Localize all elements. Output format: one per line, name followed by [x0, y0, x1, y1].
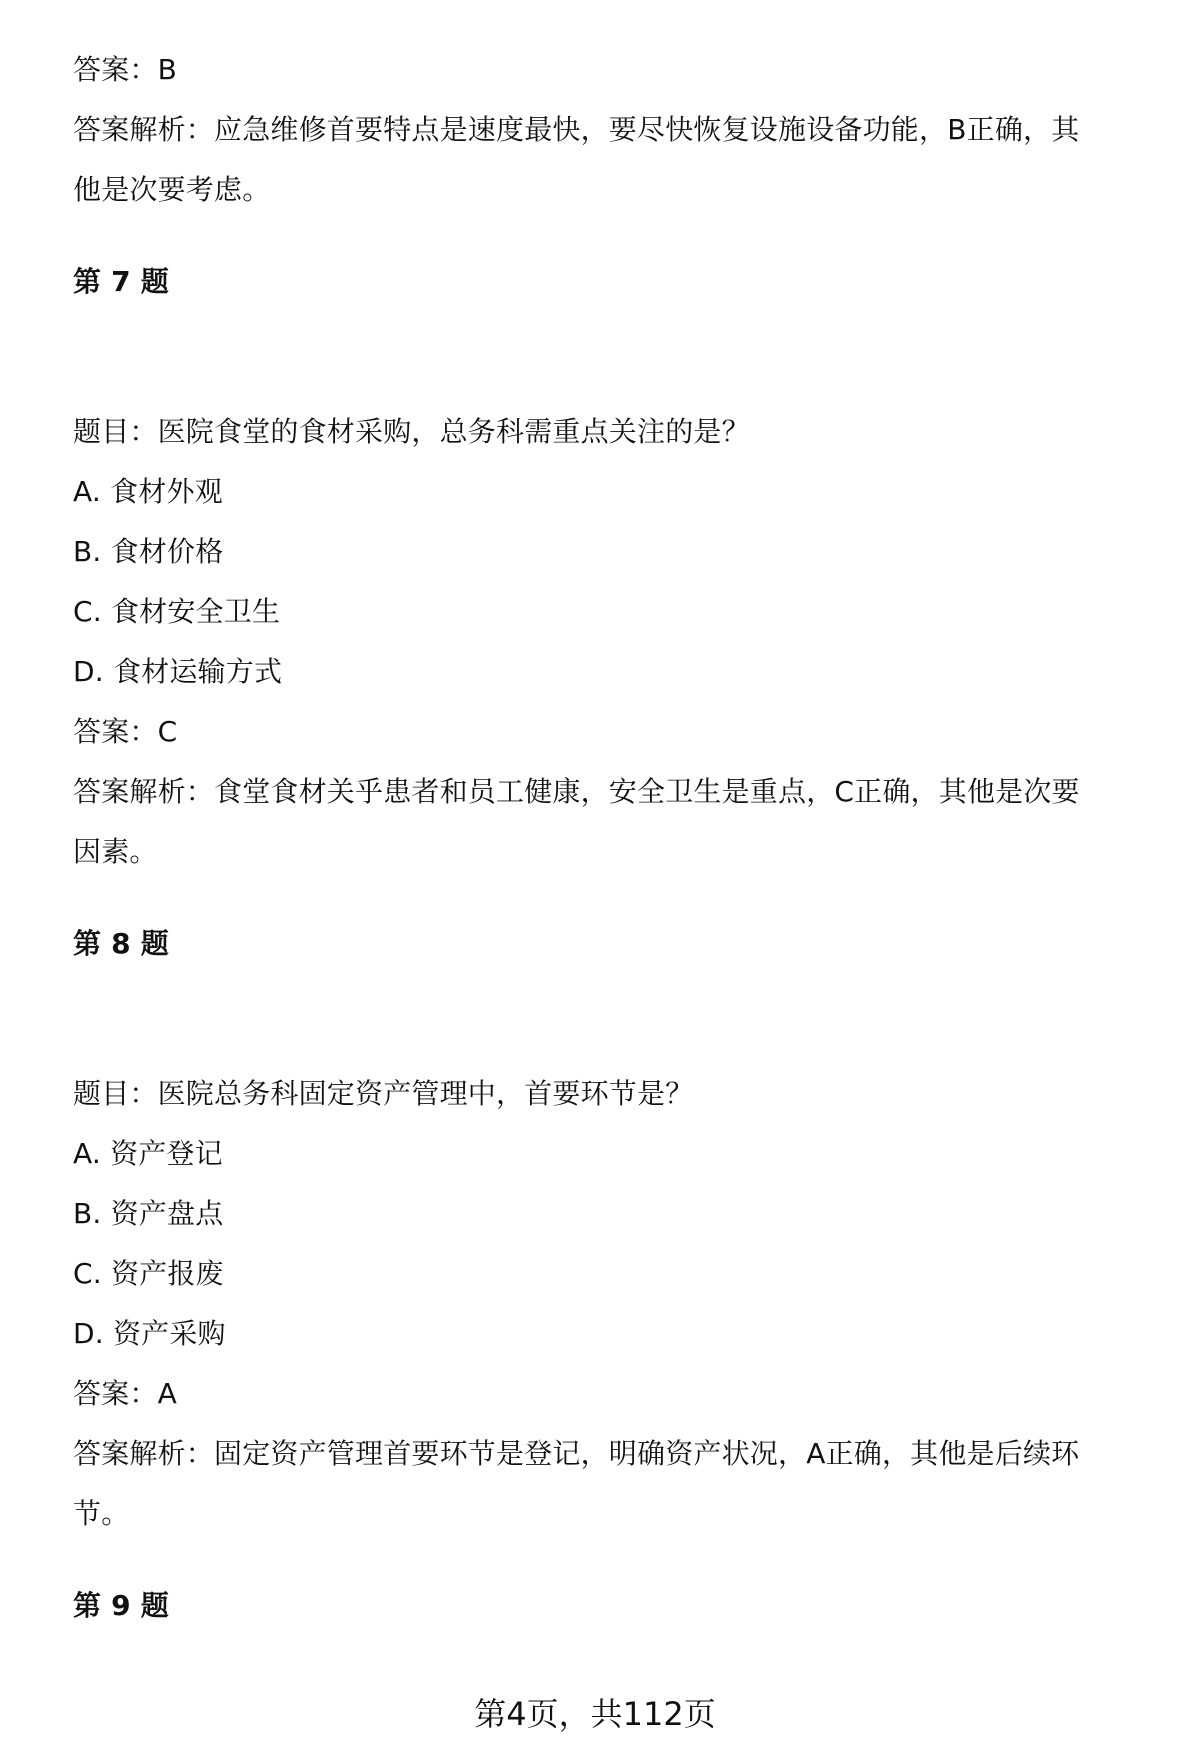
analysis-line: 答案解析：食堂食材关乎患者和员工健康，安全卫生是重点，C正确，其他是次要: [73, 775, 1080, 808]
analysis-line-continued: 因素。: [73, 835, 158, 868]
option-b: B. 食材价格: [73, 535, 224, 568]
option-b: B. 资产盘点: [73, 1197, 224, 1230]
option-c: C. 资产报废: [73, 1257, 224, 1290]
question-stem: 题目：医院食堂的食材采购，总务科需重点关注的是？: [73, 415, 750, 448]
answer-line: 答案：C: [73, 715, 178, 748]
question-heading: 第 8 题: [73, 927, 169, 960]
analysis-line-continued: 他是次要考虑。: [73, 173, 271, 206]
question-heading: 第 7 题: [73, 265, 169, 298]
option-a: A. 食材外观: [73, 475, 223, 508]
answer-line: 答案：B: [73, 53, 178, 86]
analysis-line: 答案解析：应急维修首要特点是速度最快，要尽快恢复设施设备功能，B正确，其: [73, 113, 1080, 146]
option-d: D. 资产采购: [73, 1317, 226, 1350]
analysis-line-continued: 节。: [73, 1497, 130, 1530]
page-number-footer: 第4页，共112页: [474, 1695, 716, 1733]
question-heading: 第 9 题: [73, 1589, 169, 1622]
analysis-line: 答案解析：固定资产管理首要环节是登记，明确资产状况，A正确，其他是后续环: [73, 1437, 1080, 1470]
option-a: A. 资产登记: [73, 1137, 223, 1170]
question-stem: 题目：医院总务科固定资产管理中，首要环节是？: [73, 1077, 694, 1110]
option-d: D. 食材运输方式: [73, 655, 283, 688]
answer-line: 答案：A: [73, 1377, 177, 1410]
option-c: C. 食材安全卫生: [73, 595, 281, 628]
